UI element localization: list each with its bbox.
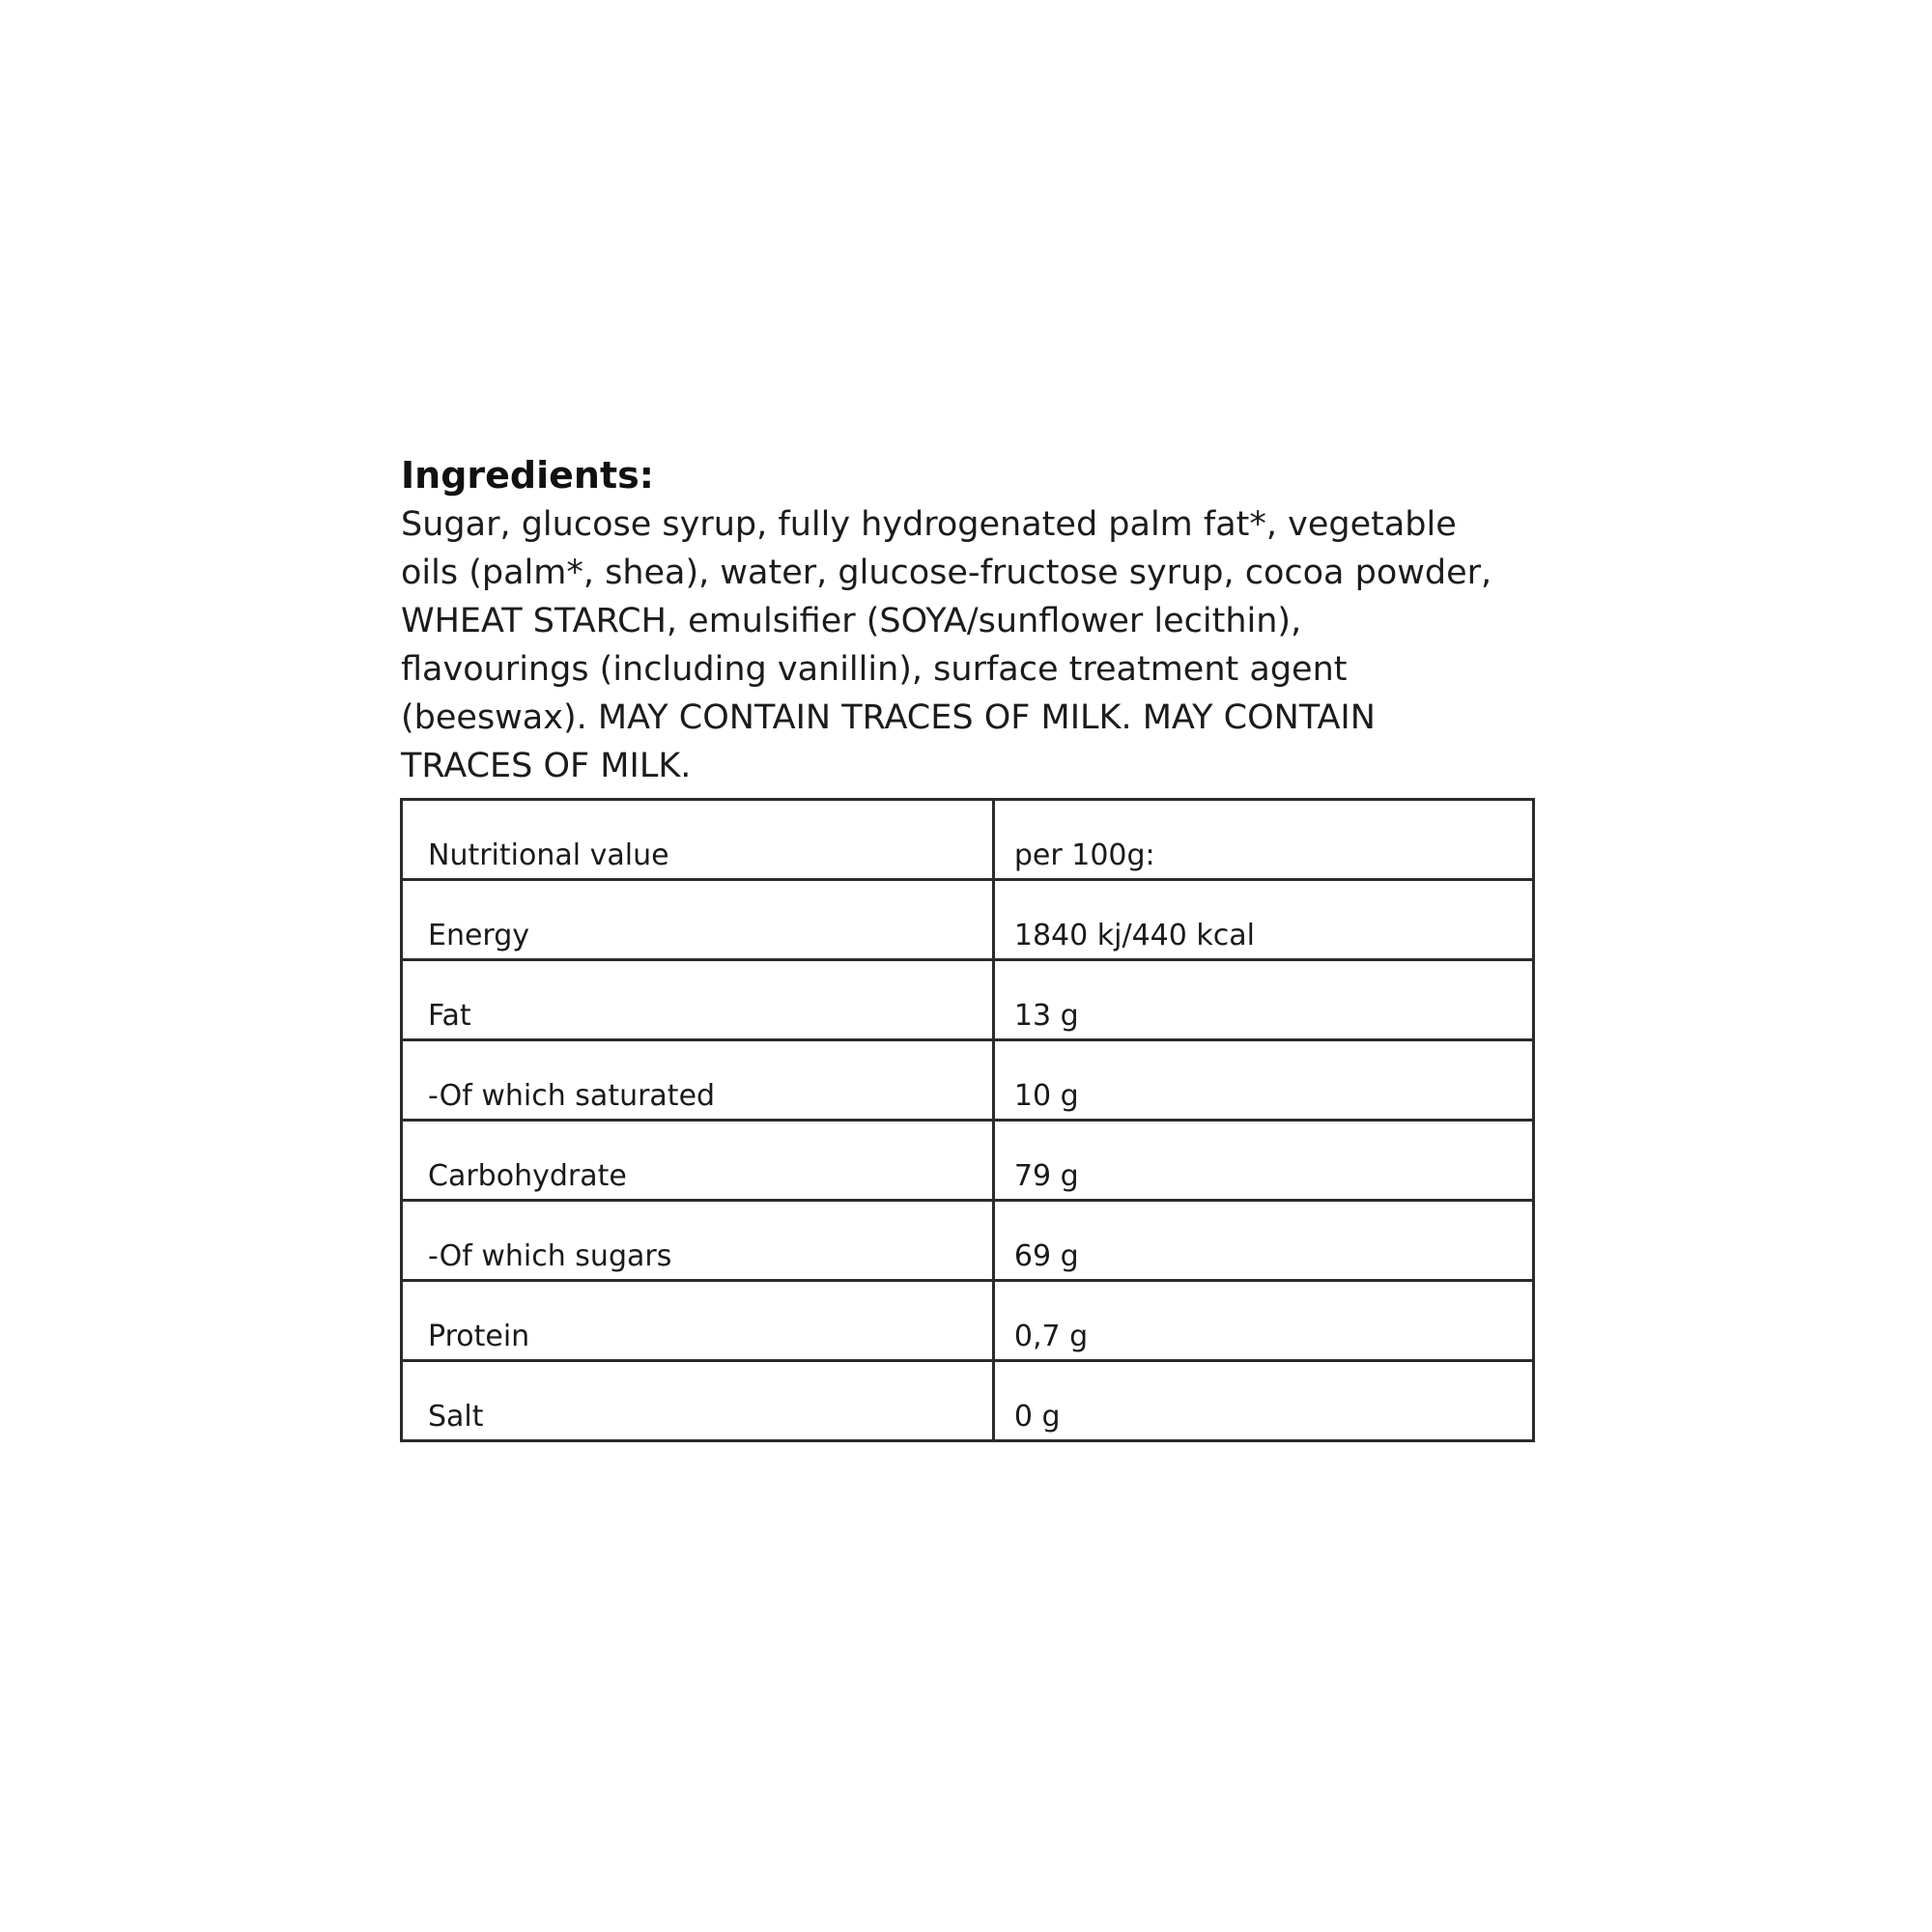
- nutrient-value: 69 g: [993, 1201, 1533, 1281]
- table-row: [402, 1361, 1534, 1441]
- ingredients-section: [401, 450, 1541, 790]
- table-row: [402, 800, 1534, 880]
- nutrient-value: 79 g: [993, 1121, 1533, 1201]
- nutrient-value: 0,7 g: [993, 1281, 1533, 1361]
- nutrient-label: Carbohydrate: [402, 1121, 994, 1201]
- ingredients-line: Sugar, glucose syrup, fully hydrogenated palm fat*, vegetable: [401, 505, 1457, 544]
- nutrient-label: -Of which sugars: [402, 1201, 994, 1281]
- ingredients-line: (beeswax). MAY CONTAIN TRACES OF MILK. MAY CONTAIN: [401, 698, 1376, 737]
- nutrient-value: per 100g:: [993, 800, 1533, 880]
- table-row: [402, 1040, 1534, 1121]
- nutrient-value: 10 g: [993, 1040, 1533, 1121]
- ingredients-title: Ingredients:: [401, 454, 654, 497]
- nutrient-label: Fat: [402, 960, 994, 1040]
- nutrient-value: 1840 kj/440 kcal: [993, 880, 1533, 960]
- nutrient-label: -Of which saturated: [402, 1040, 994, 1121]
- ingredients-line: oils (palm*, shea), water, glucose-fructose syrup, cocoa powder,: [401, 554, 1492, 592]
- nutrient-value: 0 g: [993, 1361, 1533, 1441]
- table-row: [402, 960, 1534, 1040]
- nutrient-label: Salt: [402, 1361, 994, 1441]
- nutrition-table: [400, 798, 1535, 1442]
- table-row: [402, 1281, 1534, 1361]
- ingredients-line: TRACES OF MILK.: [401, 747, 692, 785]
- ingredients-text: [401, 500, 1541, 790]
- nutrient-value: 13 g: [993, 960, 1533, 1040]
- ingredients-line: flavourings (including vanillin), surface treatment agent: [401, 650, 1348, 689]
- table-row: [402, 1121, 1534, 1201]
- ingredients-line: WHEAT STARCH, emulsifier (SOYA/sunflower lecithin),: [401, 602, 1302, 640]
- table-row: [402, 1201, 1534, 1281]
- nutrient-label: Nutritional value: [402, 800, 994, 880]
- nutrient-label: Energy: [402, 880, 994, 960]
- nutrient-label: Protein: [402, 1281, 994, 1361]
- table-row: [402, 880, 1534, 960]
